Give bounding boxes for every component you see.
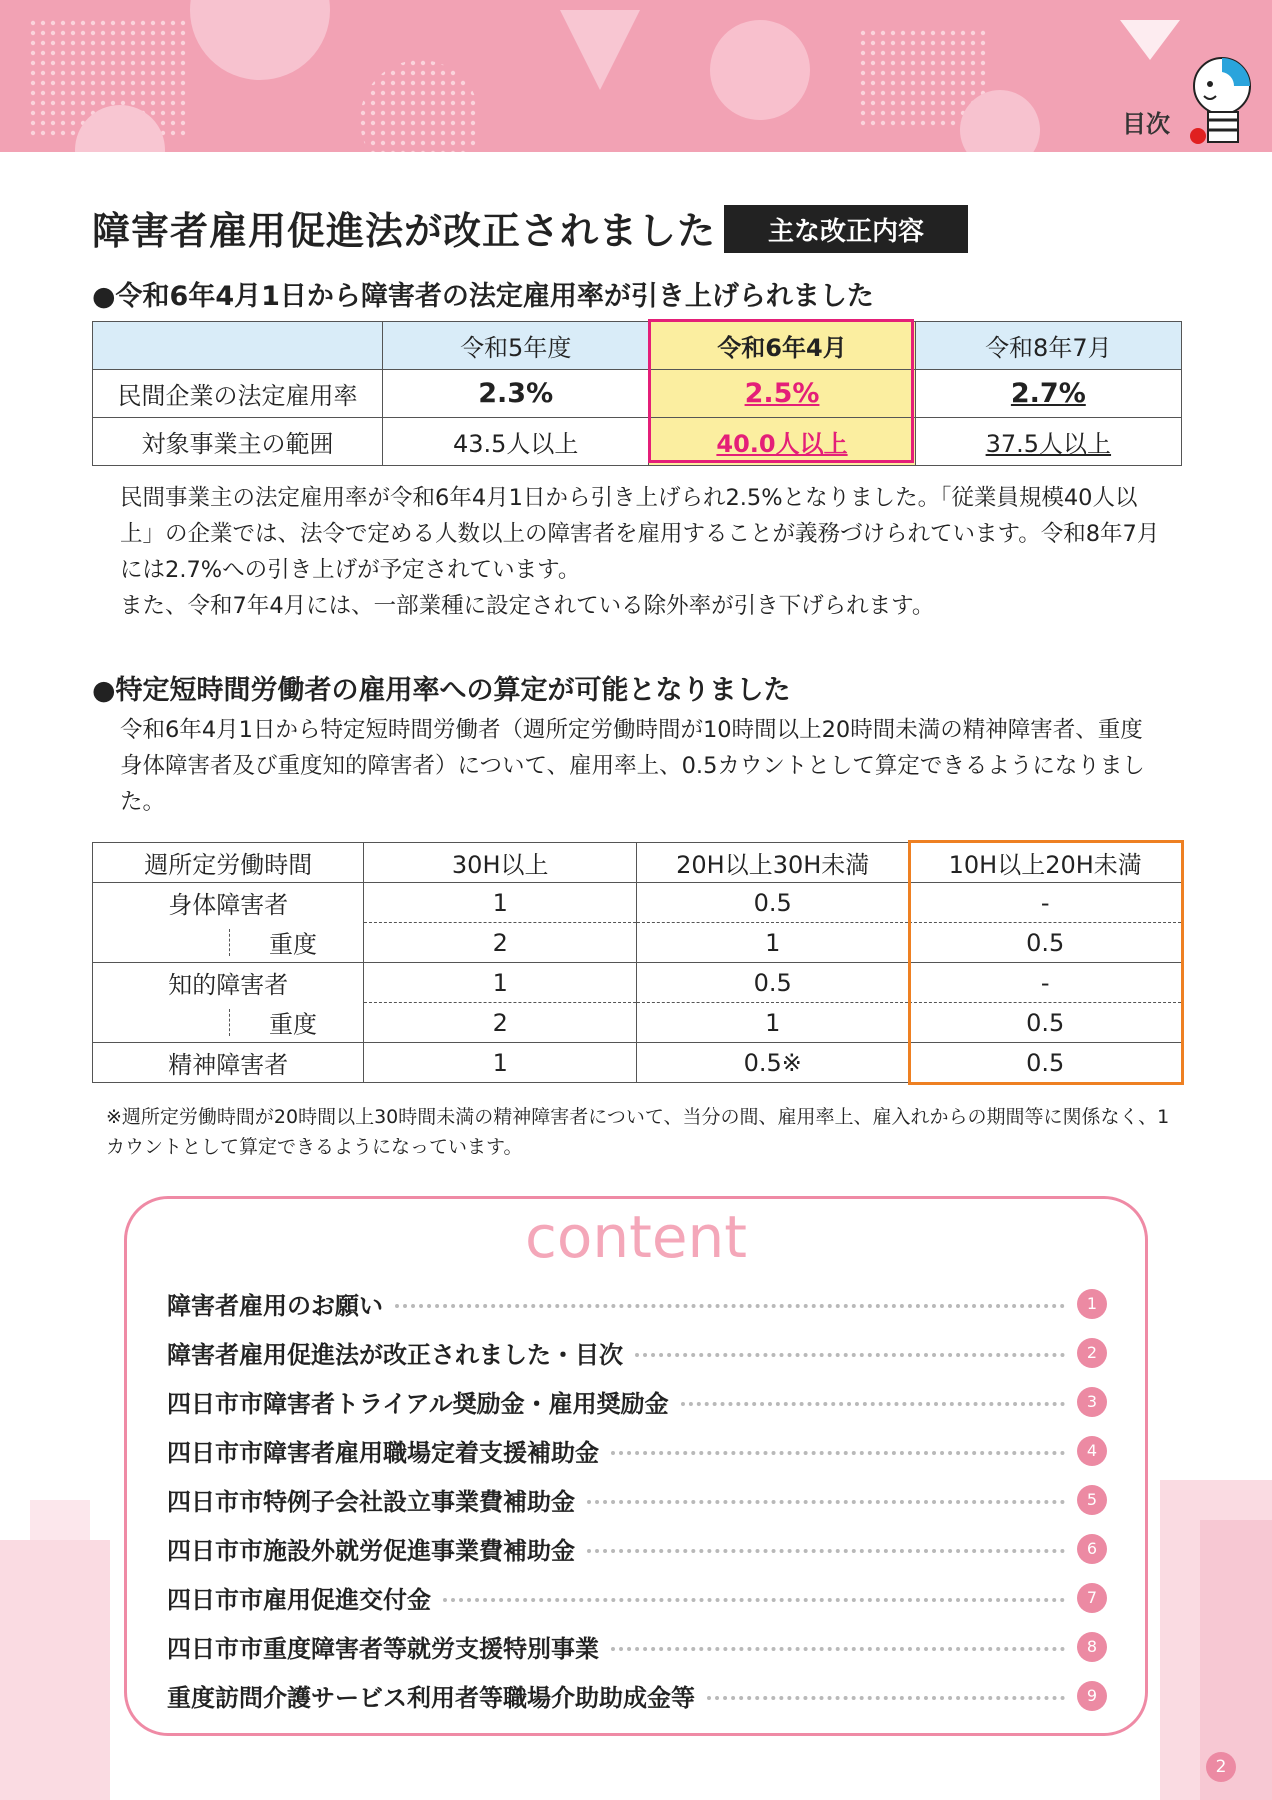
scope-r8: 37.5人以上	[915, 418, 1181, 466]
scope-r6: 40.0人以上	[649, 418, 915, 466]
cell-value: 1	[636, 1003, 909, 1043]
table-row	[93, 923, 1182, 963]
building-decoration	[0, 1540, 110, 1800]
cell-value: 0.5	[909, 1003, 1182, 1043]
toc-leader	[395, 1304, 1065, 1308]
toc-page-number: 6	[1077, 1534, 1107, 1564]
row-label: 重度	[269, 930, 317, 959]
toc-leader	[443, 1598, 1065, 1602]
cell-value: 1	[364, 963, 637, 1003]
table-header-row	[93, 843, 1182, 883]
row-label: 重度	[269, 1010, 317, 1039]
content-box	[124, 1196, 1148, 1736]
header-30h: 30H以上	[364, 843, 637, 883]
cell-value: 0.5	[636, 963, 909, 1003]
short-time-worker-table	[92, 842, 1182, 1083]
footnote: ※週所定労働時間が20時間以上30時間未満の精神障害者について、当分の間、雇用率上、雇入れからの期間等に関係なく、1カウントとして算定できるようになっています。	[106, 1106, 1170, 1158]
page-title: 障害者雇用促進法が改正されました	[92, 209, 717, 253]
toc-leader	[681, 1402, 1065, 1406]
scope-r5: 43.5人以上	[383, 418, 649, 466]
toc-leader	[611, 1647, 1065, 1651]
toc-page-number: 4	[1077, 1436, 1107, 1466]
cell-value: 0.5	[909, 1043, 1182, 1083]
row-label: 対象事業主の範囲	[93, 418, 383, 466]
page-number: 2	[1206, 1752, 1236, 1782]
section2-heading: ●特定短時間労働者の雇用率への算定が可能となりました	[92, 675, 791, 706]
toc-item[interactable]	[167, 1524, 1107, 1573]
table-row	[93, 1003, 1182, 1043]
row-label: 知的障害者	[93, 963, 364, 1003]
toc-leader	[587, 1500, 1065, 1504]
header-hours: 週所定労働時間	[93, 843, 364, 883]
toc-page-number: 5	[1077, 1485, 1107, 1515]
cell-value: 1	[364, 1043, 637, 1083]
toc-leader	[611, 1451, 1065, 1455]
cell-value: 2	[364, 923, 637, 963]
header-10h: 10H以上20H未満	[909, 843, 1182, 883]
toc-page-number: 7	[1077, 1583, 1107, 1613]
content-title: content	[524, 1203, 748, 1271]
header-banner	[0, 0, 1272, 152]
table-row	[93, 963, 1182, 1003]
cell-value: 1	[636, 923, 909, 963]
toc-page-number: 3	[1077, 1387, 1107, 1417]
table-row	[93, 418, 1182, 466]
toc-item[interactable]	[167, 1671, 1107, 1720]
section2-paragraph: 令和6年4月1日から特定短時間労働者（週所定労働時間が10時間以上20時間未満の精神障害者、重度身体障害者及び重度知的障害者）について、雇用率上、0.5カウントとして算定できるようになりました。	[120, 717, 1145, 815]
row-label-sub	[93, 923, 364, 963]
table-header-row	[93, 322, 1182, 370]
toc-item[interactable]	[167, 1426, 1107, 1475]
toc-item-label: 障害者雇用のお願い	[167, 1292, 383, 1320]
toc-item-label: 四日市市重度障害者等就労支援特別事業	[167, 1635, 599, 1663]
header-r5: 令和5年度	[383, 322, 649, 370]
table-corner-cell	[93, 322, 383, 370]
toc-leader	[707, 1696, 1065, 1700]
table-row	[93, 883, 1182, 923]
toc-page-number: 8	[1077, 1632, 1107, 1662]
toc-item[interactable]	[167, 1475, 1107, 1524]
rate-r6: 2.5%	[649, 370, 915, 418]
table-row	[93, 370, 1182, 418]
toc-page-number: 2	[1077, 1338, 1107, 1368]
row-label-sub	[93, 1003, 364, 1043]
cell-value: 0.5※	[636, 1043, 909, 1083]
toc-item[interactable]	[167, 1279, 1107, 1328]
section1-heading: ●令和6年4月1日から障害者の法定雇用率が引き上げられました	[92, 281, 874, 312]
row-label: 民間企業の法定雇用率	[93, 370, 383, 418]
cell-value: 0.5	[909, 923, 1182, 963]
toc-item-label: 重度訪問介護サービス利用者等職場介助助成金等	[167, 1684, 695, 1712]
toc-item[interactable]	[167, 1573, 1107, 1622]
toc-item-label: 四日市市障害者トライアル奨励金・雇用奨励金	[167, 1390, 669, 1418]
employment-rate-table	[92, 321, 1182, 466]
toc-item[interactable]	[167, 1377, 1107, 1426]
toc-item[interactable]	[167, 1622, 1107, 1671]
toc-page-number: 9	[1077, 1681, 1107, 1711]
rate-r8: 2.7%	[915, 370, 1181, 418]
toc-item-label: 四日市市雇用促進交付金	[167, 1586, 431, 1614]
toc-label: 目次	[1122, 110, 1170, 138]
toc-item-label: 四日市市特例子会社設立事業費補助金	[167, 1488, 575, 1516]
cell-value: 1	[364, 883, 637, 923]
header-r6: 令和6年4月	[649, 322, 915, 370]
rate-r5: 2.3%	[383, 370, 649, 418]
title-badge: 主な改正内容	[724, 205, 968, 253]
building-decoration	[30, 1500, 90, 1540]
toc-leader	[635, 1353, 1065, 1357]
table-row	[93, 1043, 1182, 1083]
toc-leader	[587, 1549, 1065, 1553]
toc-item-label: 四日市市障害者雇用職場定着支援補助金	[167, 1439, 599, 1467]
toc-page-number: 1	[1077, 1289, 1107, 1319]
toc-item[interactable]	[167, 1328, 1107, 1377]
row-label: 精神障害者	[93, 1043, 364, 1083]
cell-value: -	[909, 963, 1182, 1003]
mascot-icon	[1180, 52, 1260, 152]
cell-value: 2	[364, 1003, 637, 1043]
header-20h: 20H以上30H未満	[636, 843, 909, 883]
row-label: 身体障害者	[93, 883, 364, 923]
header-r8: 令和8年7月	[915, 322, 1181, 370]
toc-list	[167, 1279, 1107, 1720]
section1-paragraph: 民間事業主の法定雇用率が令和6年4月1日から引き上げられ2.5%となりました。「従業員規模40人以上」の企業では、法令で定める人数以上の障害者を雇用することが義務づけられています。令和8年7月には2.7%への引き上げが予定されています。	[120, 485, 1160, 583]
section1-paragraph-2: また、令和7年4月には、一部業種に設定されている除外率が引き下げられます。	[120, 593, 935, 619]
cell-value: -	[909, 883, 1182, 923]
header-decoration	[0, 0, 1272, 152]
toc-item-label: 障害者雇用促進法が改正されました・目次	[167, 1341, 623, 1369]
cell-value: 0.5	[636, 883, 909, 923]
toc-item-label: 四日市市施設外就労促進事業費補助金	[167, 1537, 575, 1565]
